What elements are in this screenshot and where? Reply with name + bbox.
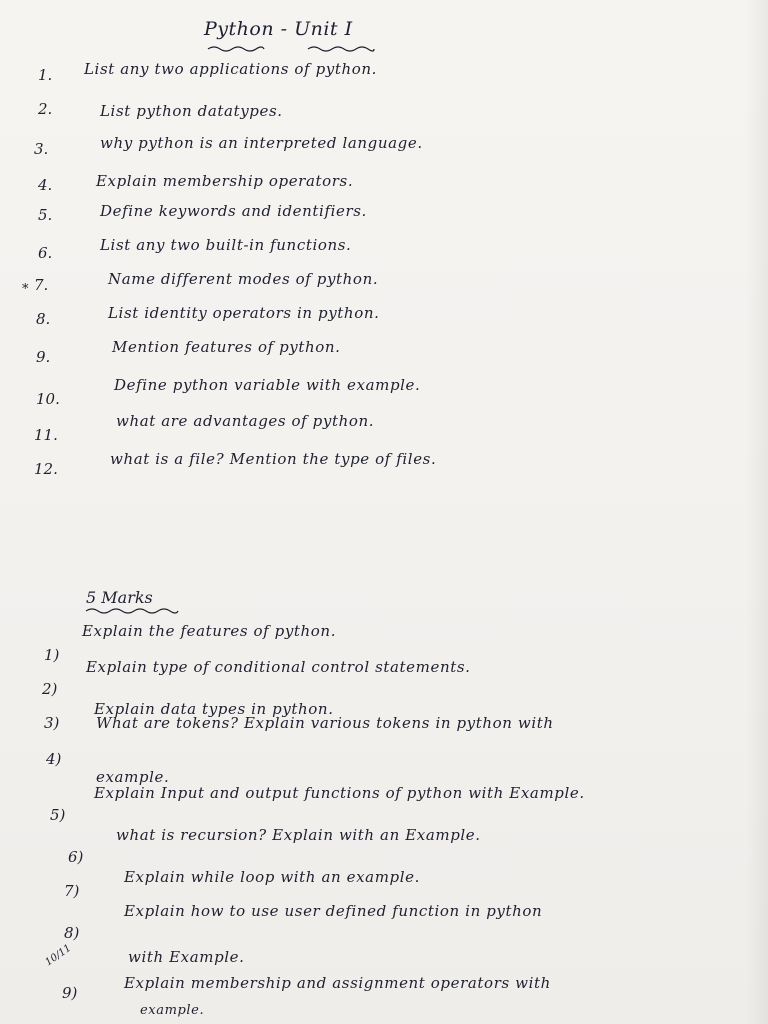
question-text: List any two applications of python.	[84, 60, 378, 78]
question-number: 10.	[36, 390, 60, 408]
question-text: Explain data types in python.	[94, 700, 334, 718]
question-text: List python datatypes.	[100, 102, 283, 120]
question-number: 8.	[36, 310, 51, 328]
question-text: Explain membership operators.	[96, 172, 354, 190]
star-mark: *	[22, 282, 29, 297]
question-number: 5.	[38, 206, 53, 224]
question-number: 11.	[34, 426, 58, 444]
question-number: 3)	[44, 714, 60, 732]
question-text: why python is an interpreted language.	[100, 134, 423, 152]
question-text: Define keywords and identifiers.	[100, 202, 367, 220]
question-text: Define python variable with example.	[114, 376, 421, 394]
question-text: Mention features of python.	[112, 338, 341, 356]
question-number: 1)	[44, 646, 60, 664]
question-text: what is a file? Mention the type of files.	[110, 450, 437, 468]
question-text: Name different modes of python.	[108, 270, 379, 288]
margin-note: 10/11	[43, 942, 74, 969]
title-underline-left	[206, 44, 266, 52]
title-underline-right	[306, 44, 376, 52]
question-text: Explain the features of python.	[82, 622, 337, 640]
question-text: Explain how to use user defined function in python	[124, 902, 543, 920]
question-text: Explain while loop with an example.	[124, 868, 420, 886]
question-text: What are tokens? Explain various tokens in python with	[96, 714, 554, 732]
question-number: 5)	[50, 806, 66, 824]
question-text-continued: example.	[140, 1003, 205, 1018]
question-number: 9)	[62, 984, 78, 1002]
question-number: 4)	[46, 750, 62, 768]
page-edge-shadow	[746, 0, 768, 1024]
page-title: Python - Unit I	[204, 18, 353, 40]
question-number: 2.	[38, 100, 53, 118]
question-text-continued: with Example.	[128, 948, 245, 966]
question-number: 4.	[38, 176, 53, 194]
question-number: 3.	[34, 140, 49, 158]
question-number: 2)	[42, 680, 58, 698]
question-number: 1.	[38, 66, 53, 84]
question-text: what are advantages of python.	[116, 412, 375, 430]
section-heading: 5 Marks	[86, 588, 153, 607]
question-text: what is recursion? Explain with an Example.	[116, 826, 481, 844]
question-number: 12.	[34, 460, 58, 478]
question-text-continued: example.	[96, 768, 170, 786]
question-number: 7.	[34, 276, 49, 294]
question-number: 8)	[64, 924, 80, 942]
section-heading-underline	[84, 606, 180, 614]
question-number: 6)	[68, 848, 84, 866]
question-text: Explain membership and assignment operators with	[124, 974, 551, 992]
question-text: Explain Input and output functions of python with Example.	[94, 784, 585, 802]
question-text: Explain type of conditional control statements.	[86, 658, 471, 676]
question-number: 7)	[64, 882, 80, 900]
question-number: 9.	[36, 348, 51, 366]
question-text: List any two built-in functions.	[100, 236, 352, 254]
question-number: 6.	[38, 244, 53, 262]
question-text: List identity operators in python.	[108, 304, 380, 322]
